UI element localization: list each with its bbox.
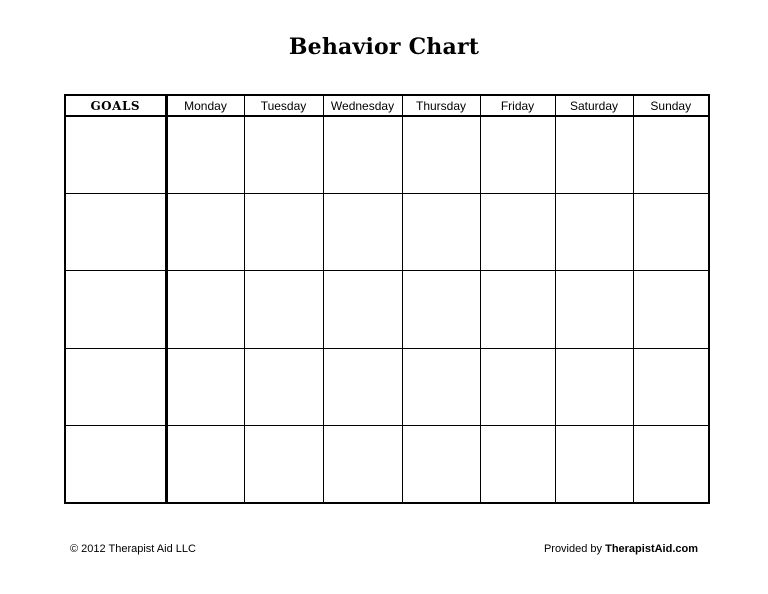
goal-cell[interactable]: [65, 425, 166, 503]
provided-by-brand: TherapistAid.com: [605, 543, 698, 555]
day-cell-monday[interactable]: [166, 348, 244, 425]
day-cell-wednesday[interactable]: [323, 116, 402, 194]
day-cell-thursday[interactable]: [402, 116, 480, 194]
day-header-thursday: Thursday: [402, 95, 480, 116]
day-cell-wednesday[interactable]: [323, 425, 402, 503]
day-cell-friday[interactable]: [480, 348, 555, 425]
day-header-monday: Monday: [166, 95, 244, 116]
day-header-friday: Friday: [480, 95, 555, 116]
day-cell-friday[interactable]: [480, 271, 555, 348]
day-header-wednesday: Wednesday: [323, 95, 402, 116]
day-cell-tuesday[interactable]: [244, 425, 323, 503]
day-cell-saturday[interactable]: [555, 116, 633, 194]
day-cell-monday[interactable]: [166, 194, 244, 271]
goal-cell[interactable]: [65, 348, 166, 425]
goal-cell[interactable]: [65, 116, 166, 194]
day-cell-saturday[interactable]: [555, 425, 633, 503]
day-cell-saturday[interactable]: [555, 194, 633, 271]
day-cell-friday[interactable]: [480, 194, 555, 271]
day-cell-friday[interactable]: [480, 116, 555, 194]
day-cell-sunday[interactable]: [633, 271, 709, 348]
day-cell-sunday[interactable]: [633, 194, 709, 271]
goals-header: GOALS: [65, 95, 166, 116]
day-cell-tuesday[interactable]: [244, 348, 323, 425]
table-row: [65, 194, 709, 271]
day-cell-thursday[interactable]: [402, 348, 480, 425]
header-row: [65, 95, 709, 116]
table-row: [65, 425, 709, 503]
table-row: [65, 271, 709, 348]
goal-cell[interactable]: [65, 194, 166, 271]
day-cell-wednesday[interactable]: [323, 348, 402, 425]
day-cell-sunday[interactable]: [633, 425, 709, 503]
day-header-saturday: Saturday: [555, 95, 633, 116]
day-cell-sunday[interactable]: [633, 116, 709, 194]
day-cell-friday[interactable]: [480, 425, 555, 503]
day-cell-monday[interactable]: [166, 271, 244, 348]
table-row: [65, 348, 709, 425]
day-cell-saturday[interactable]: [555, 348, 633, 425]
day-cell-thursday[interactable]: [402, 271, 480, 348]
chart-body: [65, 116, 709, 503]
day-cell-tuesday[interactable]: [244, 116, 323, 194]
day-header-tuesday: Tuesday: [244, 95, 323, 116]
copyright-text: © 2012 Therapist Aid LLC: [70, 543, 196, 555]
table-row: [65, 116, 709, 194]
day-cell-wednesday[interactable]: [323, 271, 402, 348]
day-cell-tuesday[interactable]: [244, 271, 323, 348]
day-cell-saturday[interactable]: [555, 271, 633, 348]
day-cell-sunday[interactable]: [633, 348, 709, 425]
day-cell-wednesday[interactable]: [323, 194, 402, 271]
goal-cell[interactable]: [65, 271, 166, 348]
provided-by: [544, 543, 698, 555]
page-title: Behavior Chart: [288, 34, 480, 60]
day-cell-tuesday[interactable]: [244, 194, 323, 271]
day-cell-thursday[interactable]: [402, 194, 480, 271]
day-cell-thursday[interactable]: [402, 425, 480, 503]
day-cell-monday[interactable]: [166, 425, 244, 503]
day-cell-monday[interactable]: [166, 116, 244, 194]
day-header-sunday: Sunday: [633, 95, 709, 116]
behavior-chart-table: [64, 94, 710, 504]
provided-by-prefix: Provided by: [543, 543, 603, 555]
